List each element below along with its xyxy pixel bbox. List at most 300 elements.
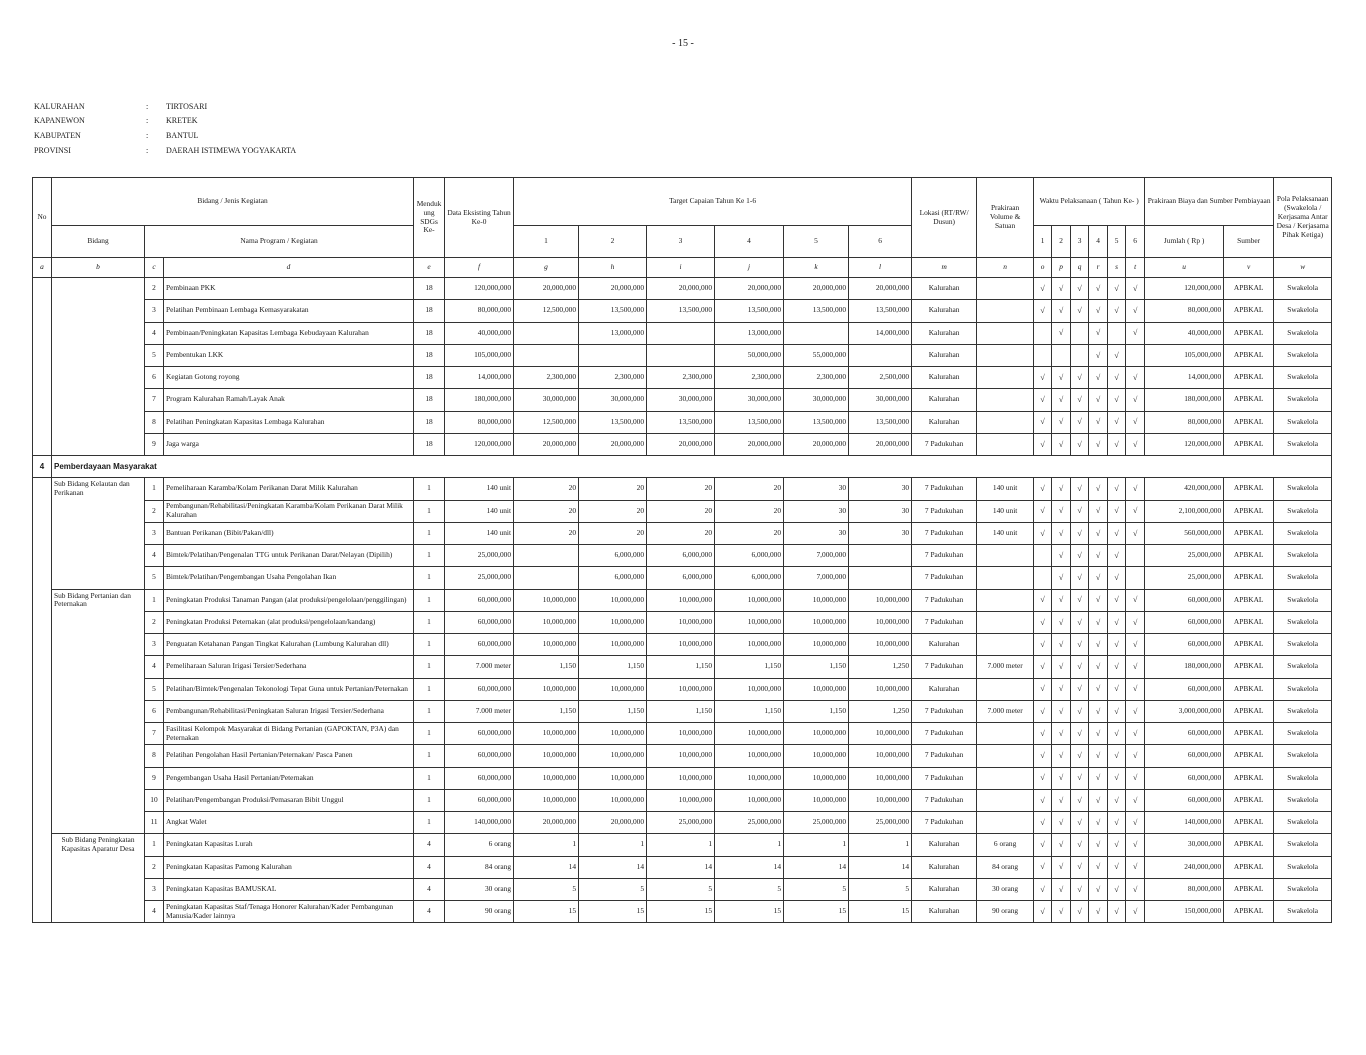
schedule-check: √ <box>1126 478 1145 500</box>
row-number: 2 <box>145 278 164 300</box>
target-year-value: 10,000,000 <box>849 678 912 700</box>
column-letter: j <box>715 258 784 278</box>
location-value: Kalurahan <box>912 878 977 900</box>
header-letter-row <box>33 258 1332 278</box>
schedule-check: √ <box>1126 322 1145 344</box>
info-separator: : <box>146 116 149 126</box>
schedule-check: √ <box>1071 812 1089 834</box>
column-letter: q <box>1071 258 1089 278</box>
sdgs-value: 1 <box>414 812 445 834</box>
schedule-check: √ <box>1071 478 1089 500</box>
existing-value: 60,000,000 <box>445 767 514 789</box>
activity-plan-table <box>32 177 1332 923</box>
schedule-check: √ <box>1089 678 1108 700</box>
funding-source: APBKAL <box>1224 545 1274 567</box>
target-year-value: 5 <box>715 878 784 900</box>
target-year-value: 10,000,000 <box>514 611 579 633</box>
header-target-year: 6 <box>849 226 912 258</box>
target-year-value: 10,000,000 <box>579 678 647 700</box>
funding-source: APBKAL <box>1224 478 1274 500</box>
schedule-check: √ <box>1034 634 1052 656</box>
target-year-value <box>647 344 715 366</box>
schedule-check: √ <box>1089 522 1108 544</box>
schedule-check: √ <box>1071 522 1089 544</box>
target-year-value: 30 <box>849 478 912 500</box>
volume-value: 7.000 meter <box>977 700 1034 722</box>
target-year-value: 25,000,000 <box>784 812 849 834</box>
implementation-pattern: Swakelola <box>1274 322 1332 344</box>
funding-source: APBKAL <box>1224 723 1274 745</box>
schedule-check: √ <box>1052 834 1071 856</box>
schedule-check: √ <box>1089 300 1108 322</box>
schedule-check: √ <box>1052 812 1071 834</box>
schedule-check: √ <box>1034 433 1052 455</box>
program-name: Kegiatan Gotong royong <box>164 367 414 389</box>
schedule-check: √ <box>1089 856 1108 878</box>
sdgs-value: 1 <box>414 656 445 678</box>
table-row <box>33 656 1332 678</box>
header-data-eksisting: Data Eksisting Tahun Ke-0 <box>445 178 514 258</box>
cost-amount: 420,000,000 <box>1145 478 1224 500</box>
cost-amount: 60,000,000 <box>1145 723 1224 745</box>
schedule-check: √ <box>1071 700 1089 722</box>
info-label: KAPANEWON <box>34 116 85 126</box>
table-row <box>33 723 1332 745</box>
program-name: Peningkatan Produksi Tanaman Pangan (alat produksi/pengelolaan/penggilingan) <box>164 589 414 611</box>
target-year-value: 1 <box>579 834 647 856</box>
existing-value: 14,000,000 <box>445 367 514 389</box>
location-value: 7 Padukuhan <box>912 745 977 767</box>
location-value: 7 Padukuhan <box>912 478 977 500</box>
schedule-check: √ <box>1089 611 1108 633</box>
target-year-value <box>514 545 579 567</box>
target-year-value: 10,000,000 <box>579 723 647 745</box>
schedule-check: √ <box>1089 656 1108 678</box>
table-body <box>33 278 1332 923</box>
volume-value <box>977 389 1034 411</box>
funding-source: APBKAL <box>1224 344 1274 366</box>
schedule-check: √ <box>1071 767 1089 789</box>
existing-value: 40,000,000 <box>445 322 514 344</box>
target-year-value <box>784 322 849 344</box>
sdgs-value: 1 <box>414 634 445 656</box>
existing-value: 7.000 meter <box>445 700 514 722</box>
funding-source: APBKAL <box>1224 500 1274 522</box>
program-name: Peningkatan Kapasitas Pamong Kalurahan <box>164 856 414 878</box>
row-number: 7 <box>145 389 164 411</box>
table-row <box>33 500 1332 522</box>
table-row <box>33 478 1332 500</box>
target-year-value: 14 <box>514 856 579 878</box>
row-number: 5 <box>145 344 164 366</box>
target-year-value: 1,250 <box>849 700 912 722</box>
target-year-value: 10,000,000 <box>647 678 715 700</box>
target-year-value: 10,000,000 <box>715 589 784 611</box>
implementation-pattern: Swakelola <box>1274 834 1332 856</box>
table-row <box>33 901 1332 923</box>
cost-amount: 120,000,000 <box>1145 278 1224 300</box>
target-year-value: 1,150 <box>647 700 715 722</box>
volume-value <box>977 589 1034 611</box>
target-year-value: 10,000,000 <box>647 745 715 767</box>
sdgs-value: 4 <box>414 834 445 856</box>
column-letter: c <box>145 258 164 278</box>
target-year-value: 20,000,000 <box>514 812 579 834</box>
location-value: 7 Padukuhan <box>912 656 977 678</box>
schedule-check: √ <box>1034 389 1052 411</box>
volume-value: 140 unit <box>977 500 1034 522</box>
target-year-value: 10,000,000 <box>579 611 647 633</box>
table-row <box>33 678 1332 700</box>
schedule-check: √ <box>1034 723 1052 745</box>
schedule-check: √ <box>1108 478 1126 500</box>
sdgs-value: 4 <box>414 856 445 878</box>
row-number: 3 <box>145 300 164 322</box>
target-year-value: 20 <box>579 522 647 544</box>
column-letter: u <box>1145 258 1224 278</box>
implementation-pattern: Swakelola <box>1274 700 1332 722</box>
column-letter: i <box>647 258 715 278</box>
program-name: Pelatihan/Bimtek/Pengenalan Tekonologi Tepat Guna untuk Pertanian/Peternakan <box>164 678 414 700</box>
section-number: 4 <box>33 456 52 478</box>
target-year-value: 30 <box>784 500 849 522</box>
cost-amount: 180,000,000 <box>1145 389 1224 411</box>
schedule-check: √ <box>1126 834 1145 856</box>
schedule-check <box>1071 322 1089 344</box>
schedule-check: √ <box>1108 545 1126 567</box>
volume-value: 6 orang <box>977 834 1034 856</box>
row-number: 6 <box>145 367 164 389</box>
sdgs-value: 18 <box>414 278 445 300</box>
schedule-check: √ <box>1071 589 1089 611</box>
target-year-value: 13,500,000 <box>715 411 784 433</box>
implementation-pattern: Swakelola <box>1274 367 1332 389</box>
target-year-value: 10,000,000 <box>784 723 849 745</box>
existing-value: 25,000,000 <box>445 545 514 567</box>
target-year-value: 10,000,000 <box>849 589 912 611</box>
info-value: DAERAH ISTIMEWA YOGYAKARTA <box>166 145 297 155</box>
sdgs-value: 18 <box>414 433 445 455</box>
target-year-value: 10,000,000 <box>647 767 715 789</box>
target-year-value: 2,500,000 <box>849 367 912 389</box>
row-number: 2 <box>145 611 164 633</box>
program-name: Peningkatan Kapasitas Lurah <box>164 834 414 856</box>
location-value: 7 Padukuhan <box>912 611 977 633</box>
schedule-check: √ <box>1089 723 1108 745</box>
column-letter: t <box>1126 258 1145 278</box>
info-label: PROVINSI <box>34 145 71 155</box>
sdgs-value: 18 <box>414 300 445 322</box>
program-name: Jaga warga <box>164 433 414 455</box>
schedule-check: √ <box>1052 522 1071 544</box>
schedule-check: √ <box>1071 411 1089 433</box>
target-year-value: 14 <box>784 856 849 878</box>
funding-source: APBKAL <box>1224 812 1274 834</box>
target-year-value: 20,000,000 <box>784 278 849 300</box>
target-year-value: 10,000,000 <box>784 745 849 767</box>
schedule-check: √ <box>1034 834 1052 856</box>
target-year-value <box>514 322 579 344</box>
schedule-check: √ <box>1126 611 1145 633</box>
schedule-check: √ <box>1108 812 1126 834</box>
program-name: Pembangunan/Rehabilitasi/Peningkatan Saluran Irigasi Tersier/Sederhana <box>164 700 414 722</box>
program-name: Pelatihan Pengolahan Hasil Pertanian/Peternakan/ Pasca Panen <box>164 745 414 767</box>
schedule-check: √ <box>1108 389 1126 411</box>
location-value: 7 Padukuhan <box>912 567 977 589</box>
schedule-check: √ <box>1126 745 1145 767</box>
funding-source: APBKAL <box>1224 634 1274 656</box>
existing-value: 140,000,000 <box>445 812 514 834</box>
target-year-value: 1 <box>715 834 784 856</box>
column-letter: d <box>164 258 414 278</box>
schedule-check: √ <box>1071 389 1089 411</box>
target-year-value: 13,000,000 <box>715 322 784 344</box>
funding-source: APBKAL <box>1224 901 1274 923</box>
schedule-check: √ <box>1089 278 1108 300</box>
target-year-value: 20 <box>647 500 715 522</box>
header-jumlah: Jumlah ( Rp ) <box>1145 226 1224 258</box>
volume-value <box>977 545 1034 567</box>
column-letter: v <box>1224 258 1274 278</box>
info-row-kabupaten <box>34 128 296 143</box>
schedule-check <box>1126 567 1145 589</box>
implementation-pattern: Swakelola <box>1274 767 1332 789</box>
schedule-check: √ <box>1126 878 1145 900</box>
table-row <box>33 767 1332 789</box>
header-biaya: Prakiraan Biaya dan Sumber Pembiayaan <box>1145 178 1274 226</box>
schedule-check: √ <box>1126 500 1145 522</box>
schedule-check: √ <box>1126 656 1145 678</box>
schedule-check: √ <box>1108 611 1126 633</box>
header-sumber: Sumber <box>1224 226 1274 258</box>
table-row <box>33 278 1332 300</box>
target-year-value: 30,000,000 <box>514 389 579 411</box>
schedule-check: √ <box>1071 300 1089 322</box>
info-separator: : <box>146 145 149 155</box>
target-year-value: 13,500,000 <box>647 411 715 433</box>
target-year-value: 10,000,000 <box>715 611 784 633</box>
schedule-check: √ <box>1126 678 1145 700</box>
column-letter: n <box>977 258 1034 278</box>
target-year-value: 1,250 <box>849 656 912 678</box>
existing-value: 60,000,000 <box>445 723 514 745</box>
column-letter: o <box>1034 258 1052 278</box>
target-year-value: 10,000,000 <box>514 745 579 767</box>
column-letter: f <box>445 258 514 278</box>
column-letter: b <box>52 258 145 278</box>
implementation-pattern: Swakelola <box>1274 545 1332 567</box>
cost-amount: 25,000,000 <box>1145 545 1224 567</box>
sdgs-value: 1 <box>414 789 445 811</box>
existing-value: 140 unit <box>445 522 514 544</box>
schedule-check: √ <box>1034 789 1052 811</box>
target-year-value: 10,000,000 <box>715 789 784 811</box>
sdgs-value: 1 <box>414 611 445 633</box>
info-label: KALURAHAN <box>34 101 85 111</box>
volume-value <box>977 723 1034 745</box>
schedule-check: √ <box>1108 700 1126 722</box>
target-year-value: 10,000,000 <box>784 767 849 789</box>
schedule-check: √ <box>1034 278 1052 300</box>
schedule-check: √ <box>1108 901 1126 923</box>
existing-value: 140 unit <box>445 500 514 522</box>
schedule-check: √ <box>1071 545 1089 567</box>
schedule-check: √ <box>1052 278 1071 300</box>
implementation-pattern: Swakelola <box>1274 278 1332 300</box>
row-number: 10 <box>145 789 164 811</box>
target-year-value: 10,000,000 <box>849 767 912 789</box>
target-year-value: 1,150 <box>579 700 647 722</box>
program-name: Program Kalurahan Ramah/Layak Anak <box>164 389 414 411</box>
implementation-pattern: Swakelola <box>1274 745 1332 767</box>
target-year-value: 1,150 <box>514 700 579 722</box>
target-year-value: 2,300,000 <box>579 367 647 389</box>
target-year-value: 25,000,000 <box>715 812 784 834</box>
schedule-check: √ <box>1126 767 1145 789</box>
header-waktu-year: 4 <box>1089 226 1108 258</box>
table-row <box>33 611 1332 633</box>
row-number: 1 <box>145 478 164 500</box>
schedule-check: √ <box>1052 411 1071 433</box>
info-value: KRETEK <box>166 116 198 126</box>
schedule-check: √ <box>1071 500 1089 522</box>
sdgs-value: 1 <box>414 500 445 522</box>
location-value: Kalurahan <box>912 389 977 411</box>
header-waktu: Waktu Pelaksanaan ( Tahun Ke- ) <box>1034 178 1145 226</box>
location-value: 7 Padukuhan <box>912 433 977 455</box>
info-value: BANTUL <box>166 130 199 140</box>
row-number: 1 <box>145 589 164 611</box>
target-year-value: 10,000,000 <box>849 789 912 811</box>
program-name: Bimtek/Pelatihan/Pengenalan TTG untuk Perikanan Darat/Nelayan (Dipilih) <box>164 545 414 567</box>
target-year-value: 5 <box>579 878 647 900</box>
schedule-check: √ <box>1089 834 1108 856</box>
implementation-pattern: Swakelola <box>1274 856 1332 878</box>
program-name: Peningkatan Produksi Peternakan (alat produksi/pengelolaan/kandang) <box>164 611 414 633</box>
schedule-check: √ <box>1089 812 1108 834</box>
sdgs-value: 1 <box>414 700 445 722</box>
target-year-value: 7,000,000 <box>784 545 849 567</box>
schedule-check: √ <box>1052 567 1071 589</box>
header-lokasi: Lokasi (RT/RW/ Dusun) <box>912 178 977 258</box>
existing-value: 105,000,000 <box>445 344 514 366</box>
existing-value: 25,000,000 <box>445 567 514 589</box>
target-year-value <box>849 545 912 567</box>
program-name: Peningkatan Kapasitas Staf/Tenaga Honorer Kalurahan/Kader Pembangunan Manusia/Kader lainnya <box>164 901 414 923</box>
schedule-check: √ <box>1089 433 1108 455</box>
target-year-value: 20 <box>715 522 784 544</box>
target-year-value: 1 <box>849 834 912 856</box>
volume-value <box>977 678 1034 700</box>
target-year-value: 10,000,000 <box>579 745 647 767</box>
cost-amount: 180,000,000 <box>1145 656 1224 678</box>
existing-value: 60,000,000 <box>445 634 514 656</box>
volume-value <box>977 789 1034 811</box>
program-name: Bantuan Perikanan (Bibit/Pakan/dll) <box>164 522 414 544</box>
target-year-value: 50,000,000 <box>715 344 784 366</box>
location-value: 7 Padukuhan <box>912 522 977 544</box>
column-letter: r <box>1089 258 1108 278</box>
existing-value: 60,000,000 <box>445 589 514 611</box>
volume-value: 84 orang <box>977 856 1034 878</box>
funding-source: APBKAL <box>1224 278 1274 300</box>
target-year-value: 12,500,000 <box>514 411 579 433</box>
existing-value: 140 unit <box>445 478 514 500</box>
target-year-value: 30 <box>849 500 912 522</box>
existing-value: 7.000 meter <box>445 656 514 678</box>
row-number: 4 <box>145 656 164 678</box>
schedule-check: √ <box>1034 767 1052 789</box>
cost-amount: 560,000,000 <box>1145 522 1224 544</box>
header-bidang-jenis: Bidang / Jenis Kegiatan <box>52 178 414 226</box>
existing-value: 60,000,000 <box>445 745 514 767</box>
schedule-check: √ <box>1034 611 1052 633</box>
schedule-check: √ <box>1071 611 1089 633</box>
target-year-value: 20,000,000 <box>647 433 715 455</box>
program-name: Penguatan Ketahanan Pangan Tingkat Kalurahan (Lumbung Kalurahan dll) <box>164 634 414 656</box>
target-year-value <box>579 344 647 366</box>
schedule-check: √ <box>1034 812 1052 834</box>
cost-amount: 60,000,000 <box>1145 611 1224 633</box>
program-name: Pemeliharaan Saluran Irigasi Tersier/Sederhana <box>164 656 414 678</box>
schedule-check: √ <box>1089 700 1108 722</box>
target-year-value: 10,000,000 <box>647 611 715 633</box>
target-year-value: 20 <box>647 522 715 544</box>
header-waktu-year: 2 <box>1052 226 1071 258</box>
target-year-value: 13,500,000 <box>784 300 849 322</box>
volume-value <box>977 367 1034 389</box>
program-name: Fasilitasi Kelompok Masyarakat di Bidang Pertanian (GAPOKTAN, P3A) dan Peternakan <box>164 723 414 745</box>
schedule-check: √ <box>1034 901 1052 923</box>
schedule-check: √ <box>1108 567 1126 589</box>
program-name: Pembangunan/Rehabilitasi/Peningkatan Karamba/Kolam Perikanan Darat Milik Kalurahan <box>164 500 414 522</box>
volume-value <box>977 278 1034 300</box>
target-year-value: 1,150 <box>784 700 849 722</box>
table-row <box>33 745 1332 767</box>
table-row <box>33 322 1332 344</box>
target-year-value: 20 <box>514 478 579 500</box>
table-row <box>33 344 1332 366</box>
schedule-check: √ <box>1089 545 1108 567</box>
schedule-check: √ <box>1108 367 1126 389</box>
target-year-value: 15 <box>647 901 715 923</box>
row-number: 3 <box>145 878 164 900</box>
location-value: 7 Padukuhan <box>912 789 977 811</box>
target-year-value: 20,000,000 <box>514 278 579 300</box>
column-letter: s <box>1108 258 1126 278</box>
volume-value <box>977 433 1034 455</box>
header-target-year: 3 <box>647 226 715 258</box>
target-year-value: 30,000,000 <box>849 389 912 411</box>
target-year-value: 20,000,000 <box>715 278 784 300</box>
schedule-check: √ <box>1071 656 1089 678</box>
implementation-pattern: Swakelola <box>1274 567 1332 589</box>
header-bidang: Bidang <box>52 226 145 258</box>
schedule-check: √ <box>1126 700 1145 722</box>
cost-amount: 105,000,000 <box>1145 344 1224 366</box>
target-year-value: 5 <box>849 878 912 900</box>
existing-value: 60,000,000 <box>445 789 514 811</box>
cost-amount: 60,000,000 <box>1145 745 1224 767</box>
sdgs-value: 1 <box>414 522 445 544</box>
row-number: 8 <box>145 411 164 433</box>
target-year-value: 10,000,000 <box>784 634 849 656</box>
target-year-value: 6,000,000 <box>647 545 715 567</box>
sdgs-value: 1 <box>414 723 445 745</box>
sdgs-value: 1 <box>414 545 445 567</box>
schedule-check: √ <box>1071 789 1089 811</box>
target-year-value: 10,000,000 <box>514 589 579 611</box>
